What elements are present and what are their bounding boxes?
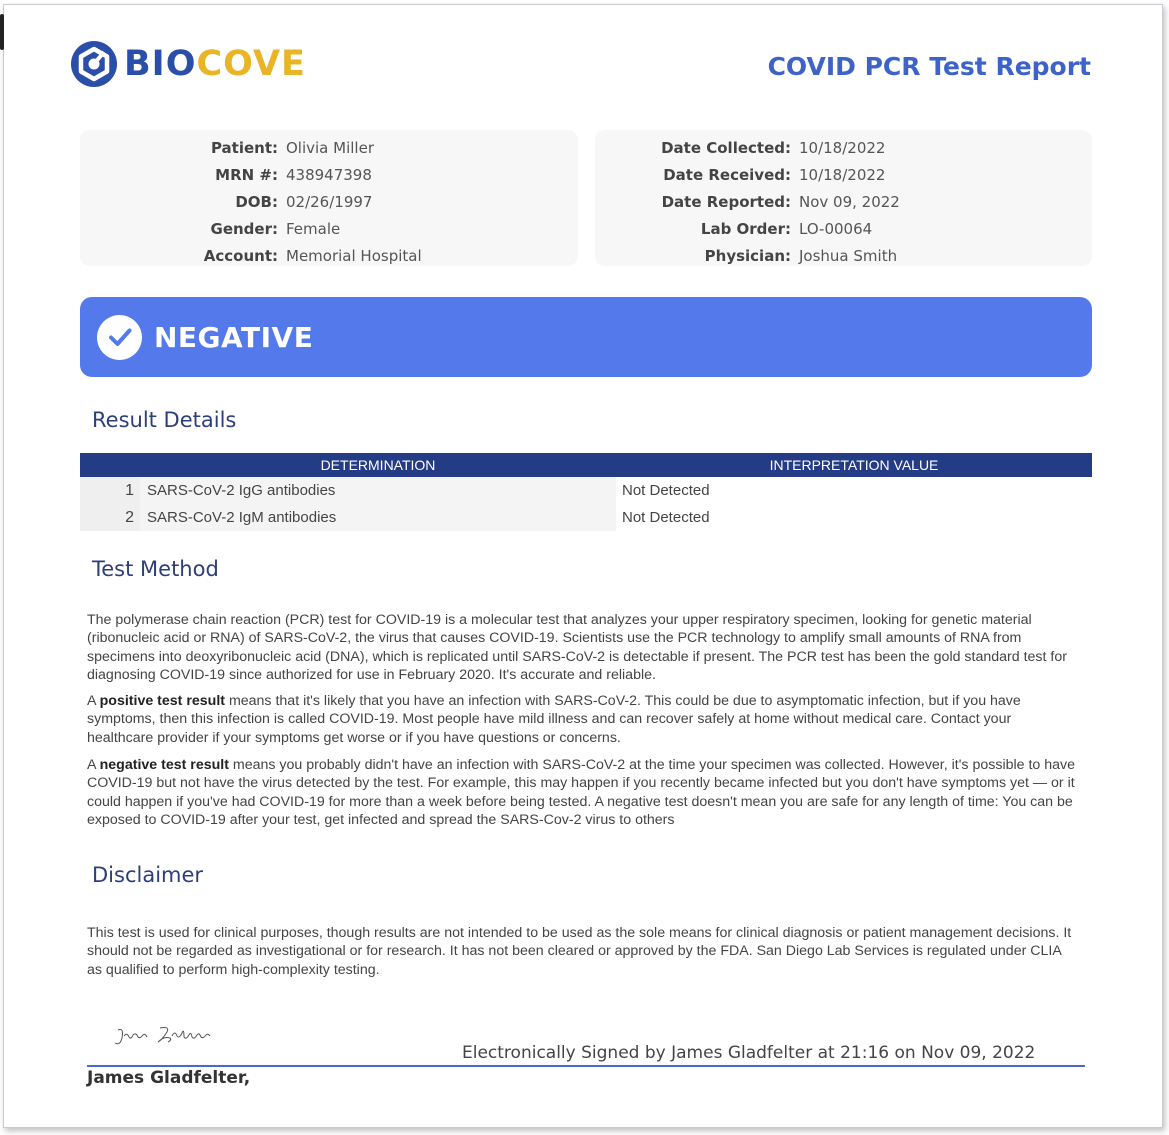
date-collected-value: 10/18/2022 xyxy=(799,138,886,157)
order-row-lab-order xyxy=(595,215,1092,242)
determination-cell: SARS-CoV-2 IgG antibodies xyxy=(140,477,616,504)
negative-result-text: means you probably didn't have an infection with SARS-CoV-2 at the time your specimen was collected. However, it's possible to have COVID-19 but not have the virus detected by the test. For example, this may happen if you recently became infected but you don't have symptoms yet — or it could happen if you've had COVID-19 for more than a week before being tested. A negative test doesn't mean you are safe for any length of time: You can be exposed to COVID-19 after your test, get infected and spread the SARS-Cov-2 virus to others xyxy=(87,757,1076,829)
date-received-label: Date Received: xyxy=(663,165,791,184)
result-details-heading: Result Details xyxy=(92,408,237,432)
mrn-value: 438947398 xyxy=(286,165,372,184)
disclaimer-text: This test is used for clinical purposes, though results are not intended to be used as the sole means for clinical diagnosis or patient management decisions. It should not be regarded as investigational or for research. It has not been cleared or approved by the FDA. San Diego Lab Services is regulated under CLIA as qualified to perform high-complexity testing. xyxy=(87,925,1072,978)
results-table xyxy=(80,453,1092,531)
logo-wordmark xyxy=(124,43,306,84)
date-reported-label: Date Reported: xyxy=(661,192,791,211)
handwritten-signature-image xyxy=(112,1024,222,1050)
negative-result-term: negative test result xyxy=(99,757,229,773)
positive-result-paragraph xyxy=(87,692,1079,747)
negative-result-prefix: A xyxy=(87,757,100,773)
patient-row-mrn xyxy=(80,161,578,188)
account-label: Account: xyxy=(203,246,278,265)
patient-row-dob xyxy=(80,188,578,215)
patient-row-name xyxy=(80,134,578,161)
result-status: NEGATIVE xyxy=(154,320,314,354)
table-row xyxy=(80,504,1092,531)
column-header-determination: DETERMINATION xyxy=(320,457,436,473)
row-number: 1 xyxy=(80,477,140,504)
signature-line xyxy=(87,1065,1085,1067)
patient-row-account xyxy=(80,242,578,269)
order-row-received xyxy=(595,161,1092,188)
order-row-reported xyxy=(595,188,1092,215)
interpretation-cell: Not Detected xyxy=(622,482,710,499)
dob-label: DOB: xyxy=(235,192,278,211)
positive-result-term: positive test result xyxy=(99,693,225,709)
order-info-box xyxy=(595,130,1092,266)
dob-value: 02/26/1997 xyxy=(286,192,373,211)
test-method-paragraph: The polymerase chain reaction (PCR) test for COVID-19 is a molecular test that analyzes your upper respiratory specimen, looking for genetic material (ribonucleic acid or RNA) of SARS-CoV-2, the virus that causes COVID-19. Scientists use the PCR technology to amplify small amounts of RNA from specimens into deoxyribonucleic acid (DNA), which is replicated until SARS-CoV-2 is detectable if present. The PCR test has been the gold standard test for diagnosing COVID-19 since authorized for use in February 2020. It's accurate and reliable. xyxy=(87,612,1067,684)
negative-result-paragraph xyxy=(87,756,1079,830)
logo-text-cove: COVE xyxy=(196,43,306,84)
report-title: COVID PCR Test Report xyxy=(767,52,1091,81)
mrn-label: MRN #: xyxy=(215,165,278,184)
lab-order-label: Lab Order: xyxy=(700,219,791,238)
row-number: 2 xyxy=(80,504,140,531)
patient-value: Olivia Miller xyxy=(286,138,374,157)
account-value: Memorial Hospital xyxy=(286,246,422,265)
physician-label: Physician: xyxy=(704,246,791,265)
result-banner xyxy=(80,297,1092,377)
positive-result-text: means that it's likely that you have an infection with SARS-CoV-2. This could be due to asymptomatic infection, but if you have symptoms, then this infection is called COVID-19. Most people have mild illness and can recover safely at home without medical care. Contact your healthcare provider if your symptoms get worse or if you have questions or concerns. xyxy=(87,693,1021,746)
determination-cell: SARS-CoV-2 IgM antibodies xyxy=(140,504,616,531)
order-row-collected xyxy=(595,134,1092,161)
test-method-heading: Test Method xyxy=(92,557,219,581)
physician-value: Joshua Smith xyxy=(799,246,898,265)
date-reported-value: Nov 09, 2022 xyxy=(799,192,900,211)
order-row-physician xyxy=(595,242,1092,269)
date-received-value: 10/18/2022 xyxy=(799,165,886,184)
patient-label: Patient: xyxy=(210,138,278,157)
biocove-logo-icon xyxy=(70,40,118,88)
logo-text-bio: BIO xyxy=(124,43,197,84)
patient-row-gender xyxy=(80,215,578,242)
interpretation-cell: Not Detected xyxy=(622,509,710,526)
lab-order-value: LO-00064 xyxy=(799,219,873,238)
gender-label: Gender: xyxy=(210,219,278,238)
edge-marker xyxy=(0,14,4,50)
date-collected-label: Date Collected: xyxy=(661,138,791,157)
table-header xyxy=(80,453,1092,477)
positive-result-prefix: A xyxy=(87,693,100,709)
column-header-interpretation: INTERPRETATION VALUE xyxy=(769,457,939,473)
gender-value: Female xyxy=(286,219,341,238)
table-row xyxy=(80,477,1092,504)
electronic-signature-text: Electronically Signed by James Gladfelter at 21:16 on Nov 09, 2022 xyxy=(462,1043,1036,1063)
disclaimer-heading: Disclaimer xyxy=(92,863,204,887)
check-icon xyxy=(97,315,142,360)
patient-info-box xyxy=(80,130,578,266)
signer-name: James Gladfelter, xyxy=(87,1068,251,1088)
biocove-logo xyxy=(70,38,306,90)
